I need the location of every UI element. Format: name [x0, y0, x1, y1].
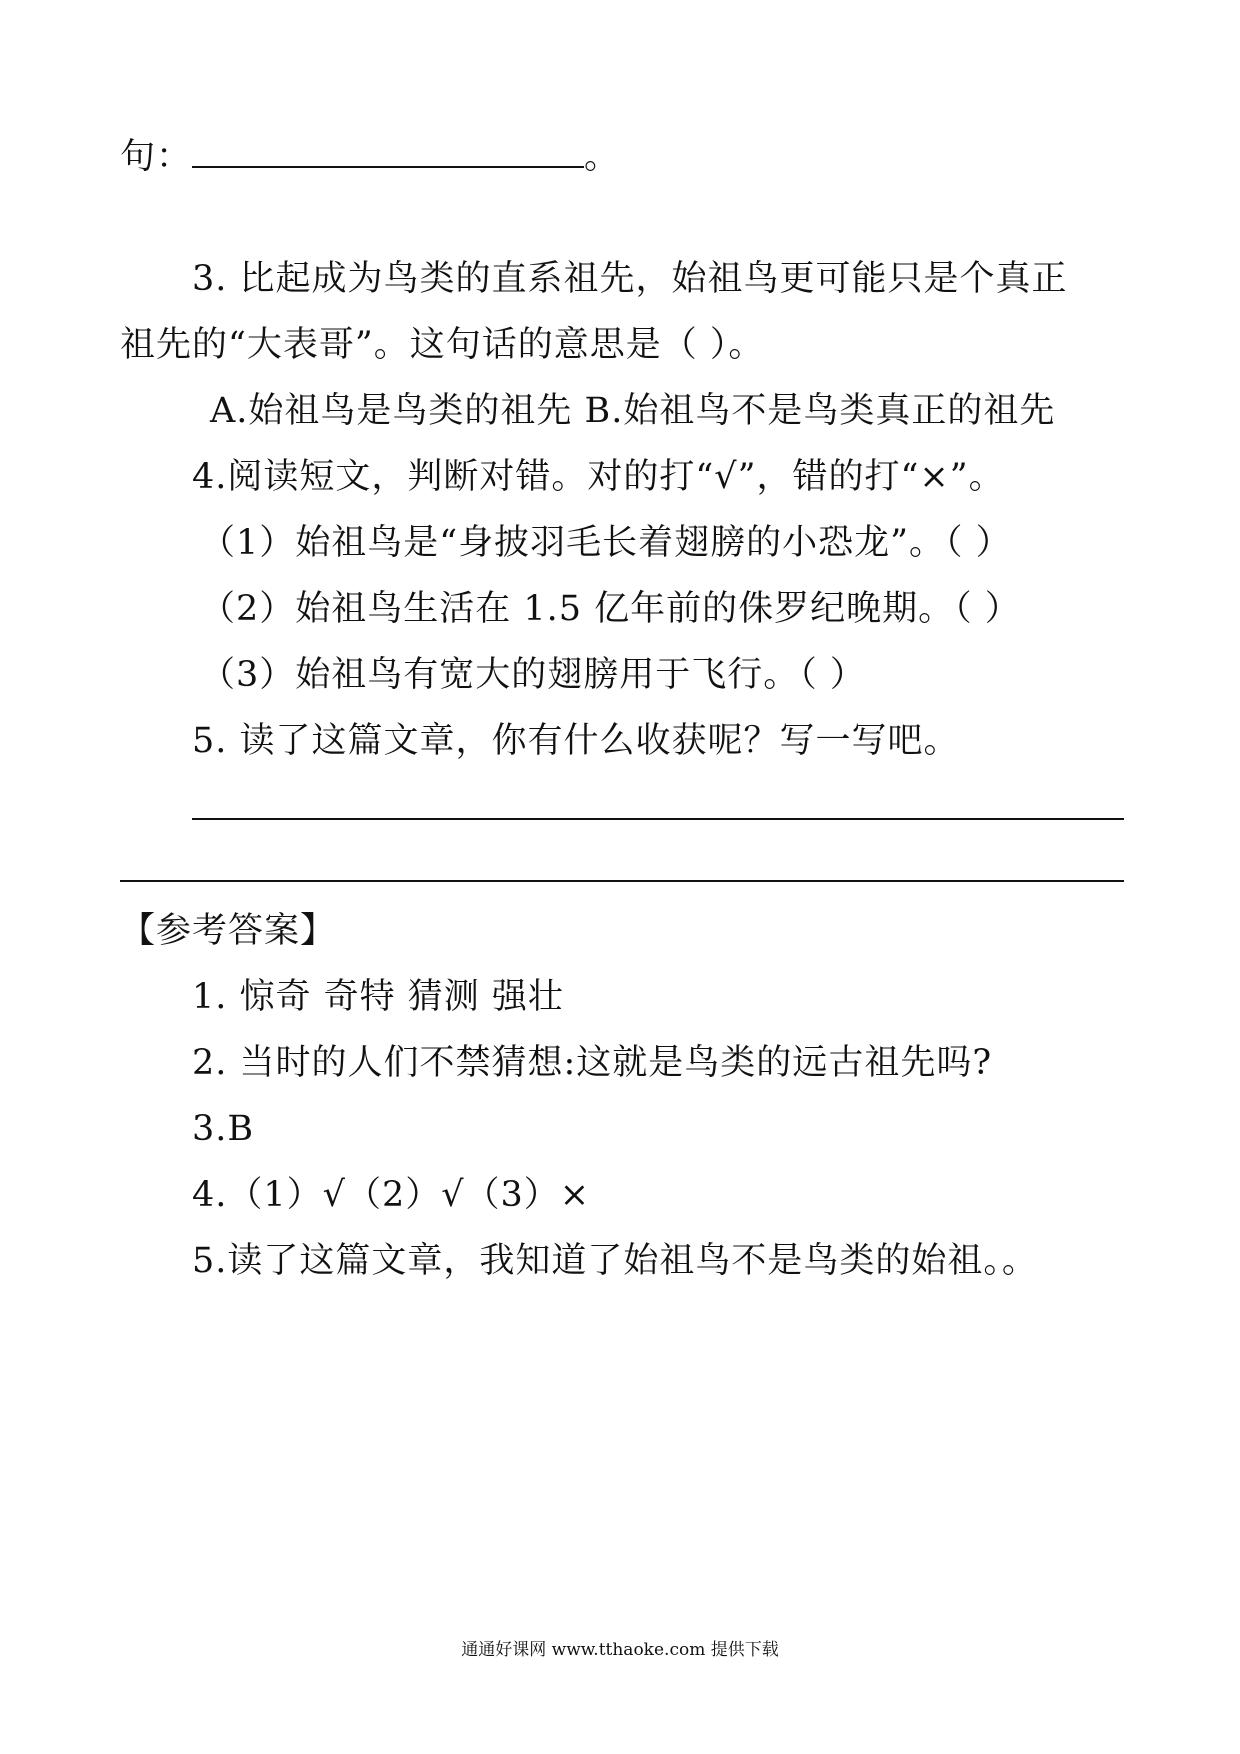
q3-text-line-1: 3. 比起成为鸟类的直系祖先，始祖鸟更可能只是个真正 [192, 259, 1068, 299]
answer-item: 1. 惊奇 奇特 猜测 强壮 [192, 977, 564, 1017]
q3-options: A.始祖鸟是鸟类的祖先 B.始祖鸟不是鸟类真正的祖先 [210, 391, 1056, 431]
q3-text-line-2: 祖先的“大表哥”。这句话的意思是（ ）。 [120, 325, 765, 365]
answer-item: 3.B [192, 1109, 255, 1149]
answer-item: 4.（1）√（2）√（3）× [192, 1175, 591, 1215]
answer-blank[interactable] [192, 126, 584, 168]
q4-item: （2）始祖鸟生活在 1.5 亿年前的侏罗纪晚期。（ ） [200, 589, 1021, 629]
footer-credit: 通通好课网 www.tthaoke.com 提供下载 [461, 1640, 779, 1660]
fill-in-suffix: 。 [584, 137, 621, 177]
fill-in-prefix: 句： [120, 137, 193, 177]
q5-prompt: 5. 读了这篇文章，你有什么收获呢？写一写吧。 [192, 721, 960, 761]
answer-writing-line[interactable] [192, 818, 1124, 820]
q4-item: （1）始祖鸟是“身披羽毛长着翅膀的小恐龙”。（ ） [200, 523, 1012, 563]
answers-heading: 【参考答案】 [120, 911, 337, 951]
q4-prompt: 4.阅读短文，判断对错。对的打“√”，错的打“×”。 [192, 457, 1005, 497]
answer-item: 2. 当时的人们不禁猜想:这就是鸟类的远古祖先吗? [192, 1043, 993, 1083]
q4-item: （3）始祖鸟有宽大的翅膀用于飞行。（ ） [200, 655, 866, 695]
fill-in-sentence-line [120, 126, 620, 180]
answer-item: 5.读了这篇文章，我知道了始祖鸟不是鸟类的始祖。。 [192, 1241, 1038, 1281]
section-divider [120, 880, 1124, 882]
